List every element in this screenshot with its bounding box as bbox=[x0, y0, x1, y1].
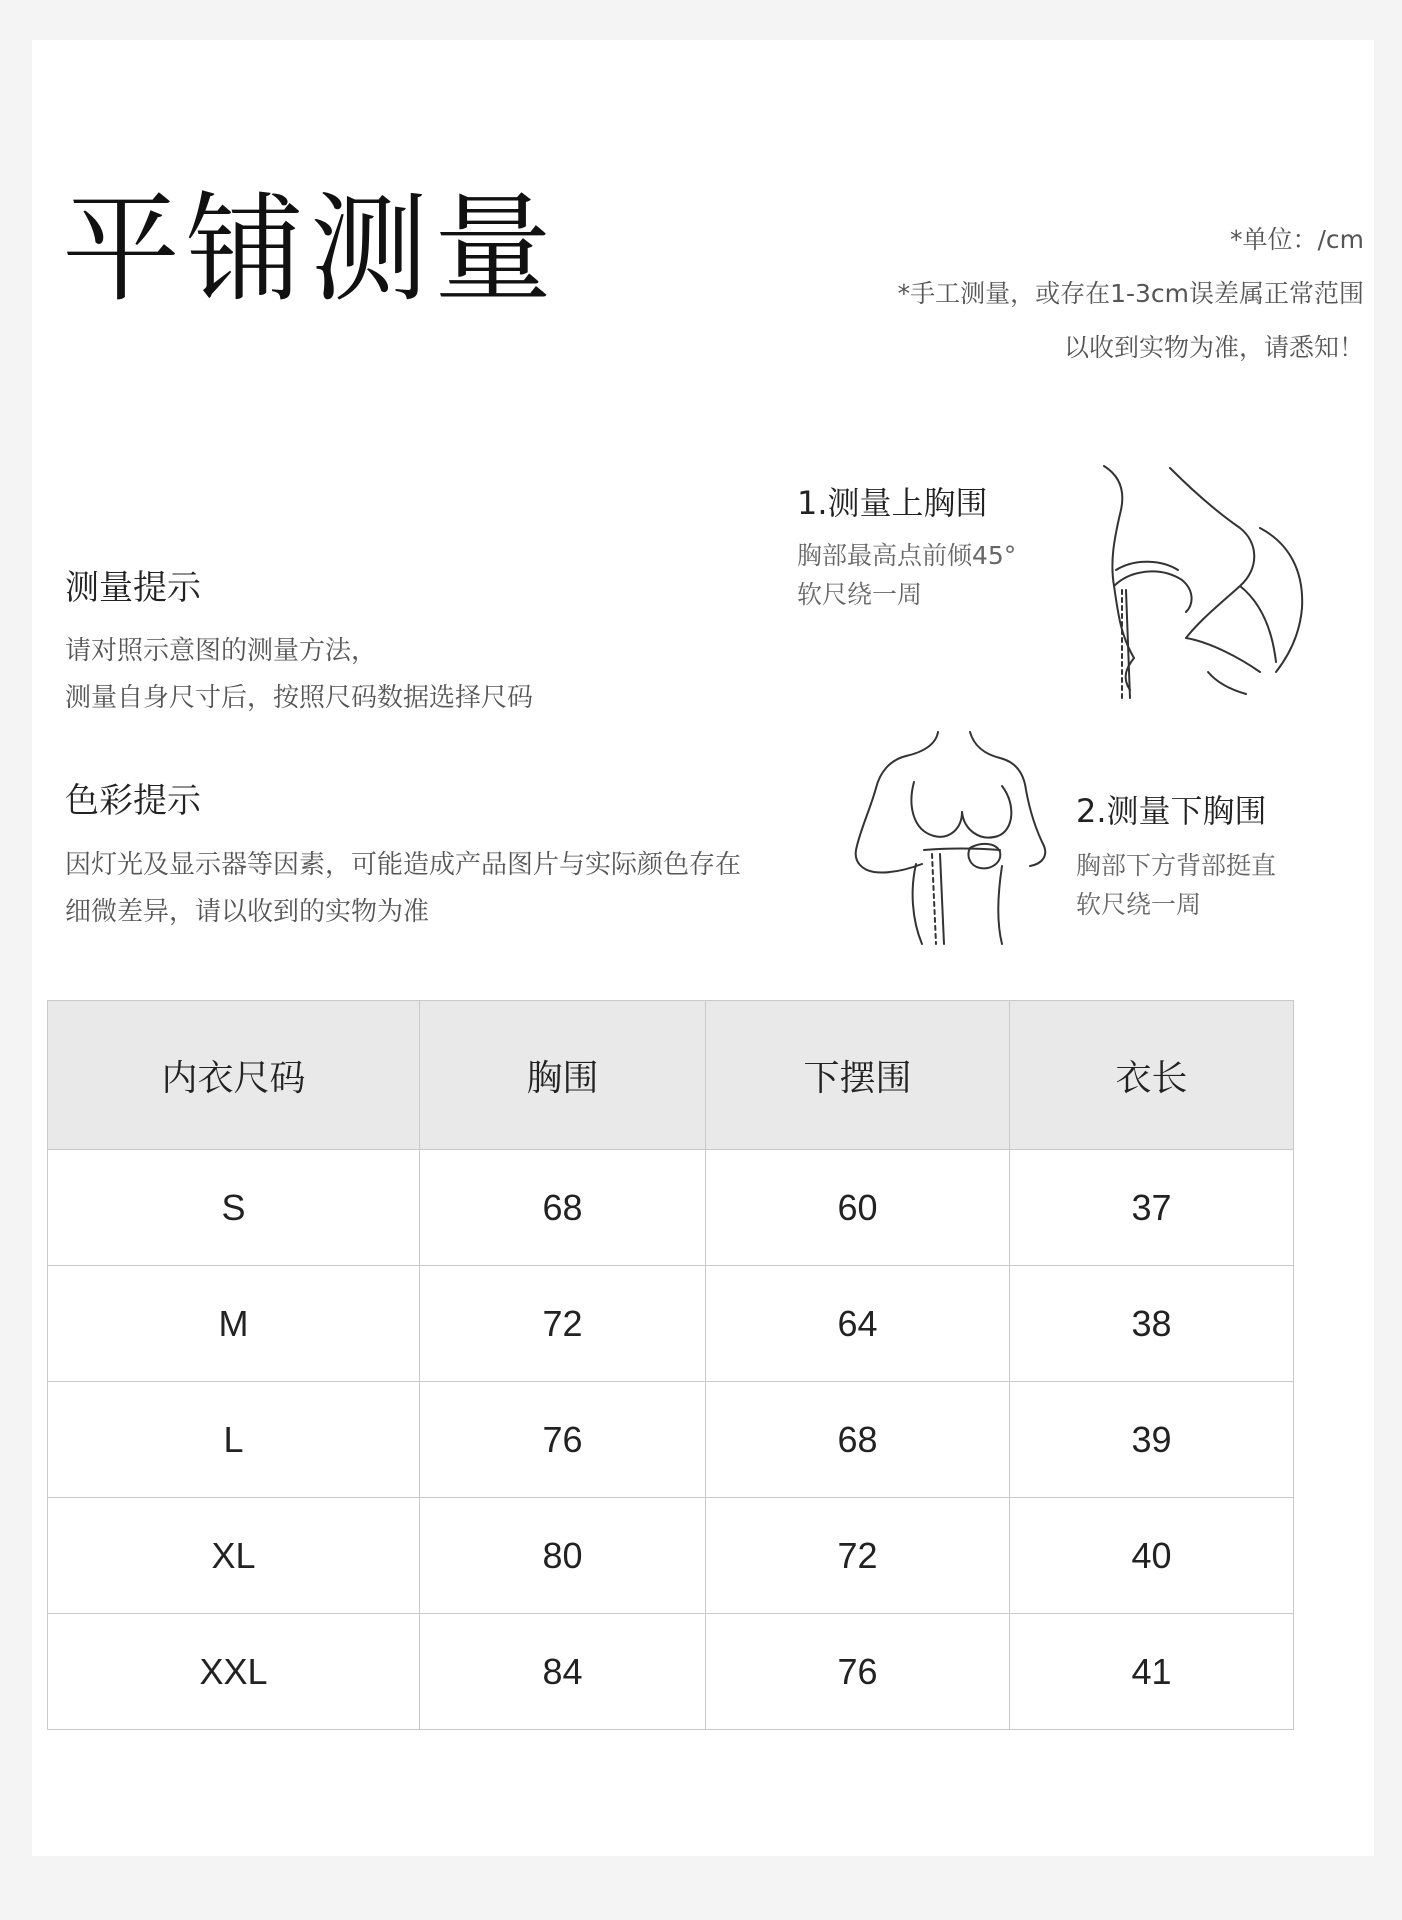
table-row bbox=[48, 1498, 1294, 1614]
page-title: 平铺测量 bbox=[62, 180, 559, 318]
step2-heading: 2.测量下胸围 bbox=[1076, 792, 1267, 830]
cell-hem: 60 bbox=[706, 1150, 1010, 1266]
measure-tip-heading: 测量提示 bbox=[65, 568, 201, 608]
cell-bust: 72 bbox=[420, 1266, 706, 1382]
table-row bbox=[48, 1150, 1294, 1266]
cell-size: L bbox=[48, 1382, 420, 1498]
header-length: 衣长 bbox=[1010, 1001, 1294, 1150]
confirm-note: 以收到实物为准，请悉知！ bbox=[1063, 333, 1364, 362]
cell-bust: 80 bbox=[420, 1498, 706, 1614]
table-header-row bbox=[48, 1001, 1294, 1150]
measure-tip-line2: 测量自身尺寸后，按照尺码数据选择尺码 bbox=[65, 683, 534, 713]
cell-length: 40 bbox=[1010, 1498, 1294, 1614]
cell-bust: 68 bbox=[420, 1150, 706, 1266]
table-row bbox=[48, 1382, 1294, 1498]
cell-hem: 72 bbox=[706, 1498, 1010, 1614]
step1-line1: 胸部最高点前倾45° bbox=[797, 541, 1017, 570]
measure-tip-line1: 请对照示意图的测量方法， bbox=[65, 636, 378, 666]
cell-size: M bbox=[48, 1266, 420, 1382]
cell-hem: 68 bbox=[706, 1382, 1010, 1498]
cell-size: XXL bbox=[48, 1614, 420, 1730]
size-table bbox=[47, 1000, 1294, 1730]
cell-bust: 84 bbox=[420, 1614, 706, 1730]
cell-hem: 76 bbox=[706, 1614, 1010, 1730]
upper-bust-measure-illustration-icon bbox=[1090, 462, 1320, 702]
cell-length: 39 bbox=[1010, 1382, 1294, 1498]
unit-note: *单位：/cm bbox=[1229, 225, 1364, 254]
cell-size: S bbox=[48, 1150, 420, 1266]
color-tip-line1: 因灯光及显示器等因素，可能造成产品图片与实际颜色存在 bbox=[65, 850, 742, 880]
table-row bbox=[48, 1614, 1294, 1730]
error-note: *手工测量，或存在1-3cm误差属正常范围 bbox=[897, 279, 1364, 308]
color-tip-heading: 色彩提示 bbox=[65, 781, 201, 821]
cell-length: 37 bbox=[1010, 1150, 1294, 1266]
header-bust: 胸围 bbox=[420, 1001, 706, 1150]
cell-hem: 64 bbox=[706, 1266, 1010, 1382]
cell-length: 38 bbox=[1010, 1266, 1294, 1382]
under-bust-measure-illustration-icon bbox=[850, 730, 1060, 950]
header-hem: 下摆围 bbox=[706, 1001, 1010, 1150]
cell-size: XL bbox=[48, 1498, 420, 1614]
step1-heading: 1.测量上胸围 bbox=[797, 484, 988, 522]
header-cup-size: 内衣尺码 bbox=[48, 1001, 420, 1150]
table-row bbox=[48, 1266, 1294, 1382]
step2-line2: 软尺绕一周 bbox=[1076, 890, 1202, 919]
color-tip-line2: 细微差异，请以收到的实物为准 bbox=[65, 897, 430, 927]
step1-line2: 软尺绕一周 bbox=[797, 580, 923, 609]
cell-length: 41 bbox=[1010, 1614, 1294, 1730]
step2-line1: 胸部下方背部挺直 bbox=[1076, 851, 1277, 880]
cell-bust: 76 bbox=[420, 1382, 706, 1498]
